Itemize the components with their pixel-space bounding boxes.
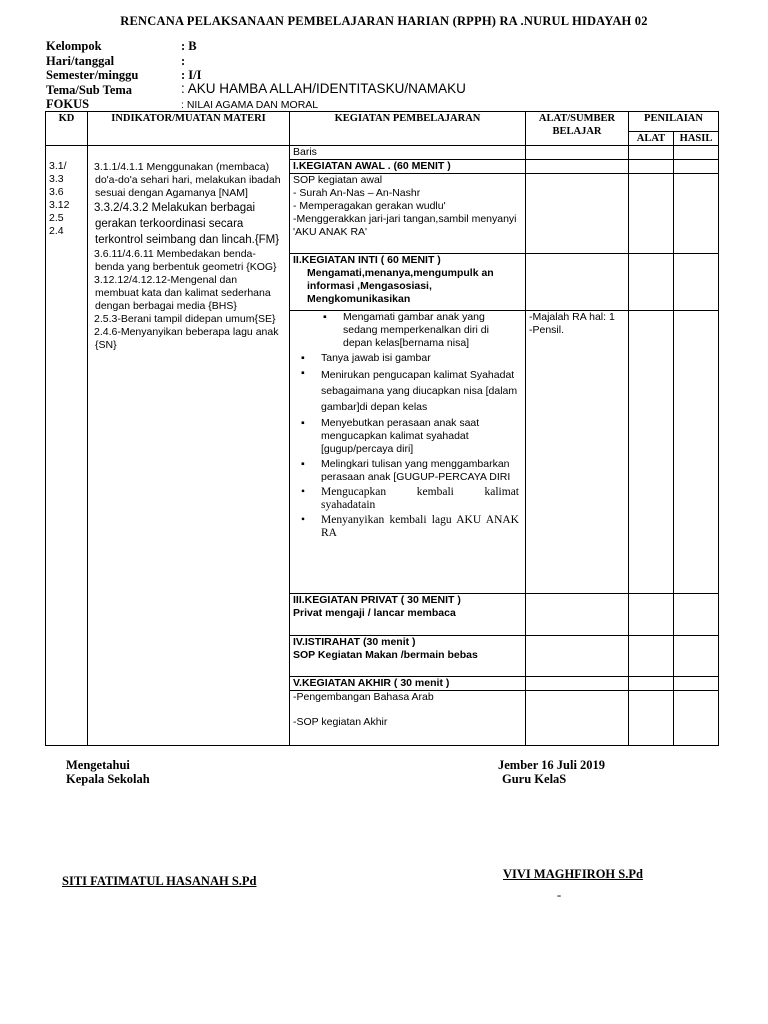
- empty-cell: [629, 636, 674, 677]
- empty-cell: [526, 146, 629, 160]
- empty-cell: [674, 311, 719, 594]
- privat-line: Privat mengaji / lancar membaca: [293, 607, 456, 619]
- empty-cell: [526, 594, 629, 636]
- dash-mark: -: [557, 888, 562, 902]
- header-penilaian: PENILAIAN: [629, 112, 719, 132]
- empty-cell: [674, 594, 719, 636]
- meta-value-hari: :: [181, 54, 186, 68]
- istirahat-line: SOP Kegiatan Makan /bermain bebas: [293, 649, 478, 661]
- inti-bullet-item: • Mengucapkan kembali kalimat syahadatain: [301, 486, 519, 511]
- inti-bullet-item: ▪ Mengamati gambar anak yang sedang memperkenalkan diri di depan kelas[bernama nisa]: [323, 311, 489, 349]
- bullet-icon: ▪: [323, 311, 327, 323]
- guru-kelas-label: Guru KelaS: [502, 772, 567, 786]
- awal-line: -Menggerakkan jari-jari tangan,sambil menyanyi 'AKU ANAK RA': [293, 213, 517, 238]
- meta-label-hari: Hari/tanggal: [46, 54, 115, 68]
- kd-value: 2.4: [49, 225, 64, 237]
- empty-cell: [674, 254, 719, 311]
- bullet-icon: ▪: [301, 458, 305, 470]
- empty-cell: [526, 691, 629, 746]
- header-kegiatan: KEGIATAN PEMBELAJARAN: [290, 112, 526, 146]
- meta-value-fokus: : NILAI AGAMA DAN MORAL: [181, 99, 319, 111]
- inti-heading-cell: [290, 254, 526, 311]
- header-alat-sumber: ALAT/SUMBER BELAJAR: [526, 112, 629, 146]
- empty-cell: [629, 174, 674, 254]
- empty-cell: [526, 636, 629, 677]
- header-alat: ALAT: [629, 132, 674, 146]
- meta-value-kelompok: : B: [181, 39, 197, 53]
- bullet-icon: •: [301, 486, 306, 498]
- inti-bullet-item: ▪ Menirukan pengucapan kalimat Syahadat sebagaimana yang diucapkan nisa [dalam gambar]di depan kelas: [301, 367, 518, 413]
- kd-value: 3.6: [49, 186, 64, 198]
- inti-bullet-item: ▪ Tanya jawab isi gambar: [301, 352, 431, 364]
- kd-value: 3.12: [49, 199, 70, 211]
- alat-sumber-cell: [526, 311, 629, 594]
- header-indikator: INDIKATOR/MUATAN MATERI: [88, 112, 290, 146]
- awal-heading: I.KEGIATAN AWAL . (60 MENIT ): [290, 160, 526, 174]
- empty-cell: [629, 594, 674, 636]
- indikator-item: 3.12.12/4.12.12-Mengenal dan membuat kata dan kalimat sederhana dengan berbagai media {BHS}: [94, 274, 271, 312]
- meta-value-tema: : AKU HAMBA ALLAH/IDENTITASKU/NAMAKU: [181, 81, 466, 96]
- inti-bullet-item: ▪ Menyebutkan perasaan anak saat mengucapkan kalimat syahadat [gugup/percaya diri]: [301, 417, 480, 455]
- awal-line: - Memperagakan gerakan wudlu': [293, 200, 446, 212]
- empty-cell: [674, 691, 719, 746]
- empty-cell: [629, 146, 674, 160]
- bullet-icon: •: [301, 514, 306, 526]
- empty-cell: [526, 174, 629, 254]
- alat-sumber-item: -Pensil.: [529, 324, 565, 336]
- meta-label-fokus: FOKUS: [46, 97, 90, 111]
- akhir-line: -Pengembangan Bahasa Arab: [293, 691, 434, 703]
- inti-bullet-item: ▪ Melingkari tulisan yang menggambarkan perasaan anak [GUGUP-PERCAYA DIRI: [301, 458, 511, 483]
- indikator-item: 3.3.2/4.3.2 Melakukan berbagai gerakan terkoordinasi secara terkontrol seimbang dan lincah.{FM}: [94, 202, 280, 246]
- empty-cell: [674, 146, 719, 160]
- bullet-icon: ▪: [301, 417, 305, 429]
- akhir-line: -SOP kegiatan Akhir: [293, 716, 388, 728]
- awal-content: [290, 174, 526, 254]
- empty-cell: [526, 254, 629, 311]
- empty-cell: [629, 691, 674, 746]
- rpph-table: [45, 111, 719, 746]
- guru-name: VIVI MAGHFIROH S.Pd: [503, 867, 643, 881]
- kd-cell: [46, 146, 88, 746]
- empty-cell: [674, 160, 719, 174]
- meta-label-semester: Semester/minggu: [46, 68, 139, 82]
- awal-line: - Surah An-Nas – An-Nashr: [293, 187, 421, 199]
- alat-sumber-item: -Majalah RA hal: 1: [529, 311, 615, 323]
- inti-content: [290, 311, 526, 594]
- istirahat-cell: [290, 636, 526, 677]
- indikator-list: [95, 161, 283, 352]
- empty-cell: [629, 311, 674, 594]
- kd-value: 3.1/: [49, 160, 67, 172]
- empty-cell: [674, 174, 719, 254]
- mengetahui-label: Mengetahui: [66, 758, 130, 772]
- document-title: RENCANA PELAKSANAAN PEMBELAJARAN HARIAN (RPPH) RA .NURUL HIDAYAH 02: [120, 14, 648, 28]
- indikator-item: 3.6.11/4.6.11 Membedakan benda-benda yang berbentuk geometri {KOG}: [94, 248, 277, 273]
- inti-bullet-item: • Menyanyikan kembali lagu AKU ANAK RA: [301, 514, 519, 539]
- akhir-heading: V.KEGIATAN AKHIR ( 30 menit ): [290, 677, 526, 691]
- privat-cell: [290, 594, 526, 636]
- privat-heading: III.KEGIATAN PRIVAT ( 30 MENIT ): [293, 594, 461, 606]
- kepala-sekolah-label: Kepala Sekolah: [66, 772, 150, 786]
- kd-value: 2.5: [49, 212, 64, 224]
- inti-subheading: Mengamati,menanya,mengumpulk an informasi ,Mengasosiasi, Mengkomunikasikan: [307, 267, 494, 305]
- inti-bullet-list: [293, 311, 519, 350]
- bullet-icon: ▪: [301, 367, 305, 379]
- empty-cell: [526, 160, 629, 174]
- awal-line: SOP kegiatan awal: [293, 174, 383, 186]
- header-kd: KD: [46, 112, 88, 146]
- header-hasil: HASIL: [674, 132, 719, 146]
- indikator-item: 2.4.6-Menyanyikan beberapa lagu anak {SN}: [94, 326, 279, 351]
- empty-cell: [674, 677, 719, 691]
- meta-label-kelompok: Kelompok: [46, 39, 102, 53]
- meta-value-semester: : I/I: [181, 68, 202, 82]
- bullet-icon: ▪: [301, 352, 305, 364]
- empty-cell: [674, 636, 719, 677]
- kepala-sekolah-name: SITI FATIMATUL HASANAH S.Pd: [62, 874, 257, 888]
- kd-value: 3.3: [49, 173, 64, 185]
- empty-cell: [526, 677, 629, 691]
- empty-cell: [629, 677, 674, 691]
- indikator-item: 2.5.3-Berani tampil didepan umum{SE}: [94, 313, 276, 325]
- akhir-content: [290, 691, 526, 746]
- baris-cell: Baris: [290, 146, 526, 160]
- inti-bullet-list: [293, 352, 519, 540]
- istirahat-heading: IV.ISTIRAHAT (30 menit ): [293, 636, 416, 648]
- indikator-cell: [88, 146, 290, 746]
- empty-cell: [629, 160, 674, 174]
- indikator-item: 3.1.1/4.1.1 Menggunakan (membaca) do'a-do'a sehari hari, melakukan ibadah sesuai dengan Agamanya [NAM]: [94, 161, 281, 199]
- meta-label-tema: Tema/Sub Tema: [46, 83, 133, 97]
- empty-cell: [629, 254, 674, 311]
- date-label: Jember 16 Juli 2019: [498, 758, 606, 772]
- inti-heading: II.KEGIATAN INTI ( 60 MENIT ): [293, 254, 441, 266]
